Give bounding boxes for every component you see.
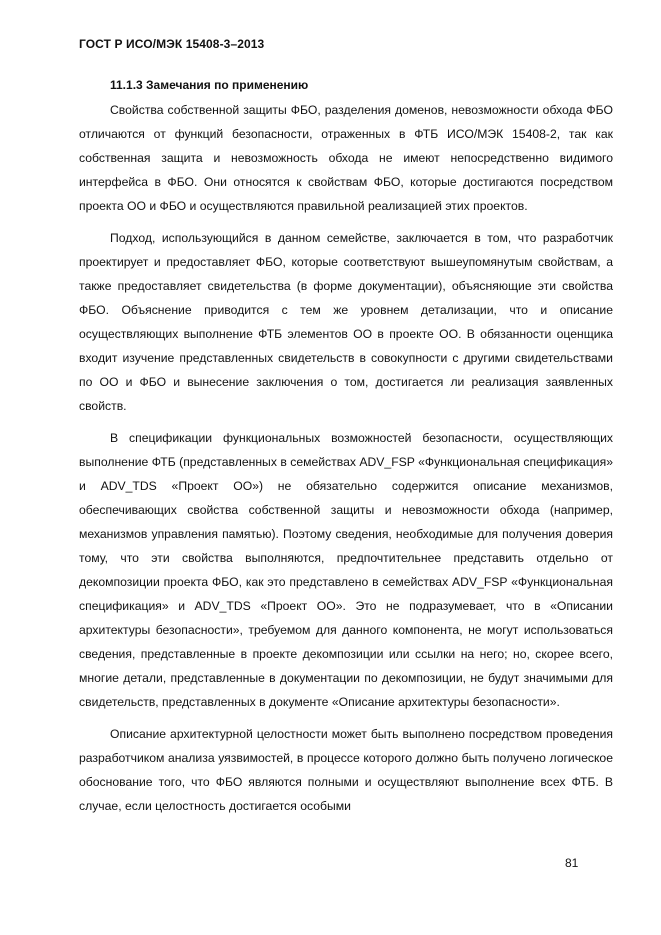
paragraph: В спецификации функциональных возможностей безопасности, осуществляющих выполнение ФТБ (представленных в семействах ADV_FSP «Функциональная спецификация» и ADV_TDS «Проект ОО») не обязательно содержится описание механизмов, обеспечивающих свойства собственной защиты и невозможности обхода (например, механизмов управления памятью). Поэтому сведения, необходимые для получения доверия тому, что эти свойства выполняются, предпочтительнее представить отдельно от декомпозиции проекта ФБО, как это представлено в семействах ADV_FSP «Функциональная спецификация» и ADV_TDS «Проект ОО». Это не подразумевает, что в «Описании архитектуры безопасности», требуемом для данного компонента, не могут использоваться сведения, представленные в проекте декомпозиции или ссылки на него; но, скорее всего, многие детали, представленные в документации по декомпозиции, не будут значимыми для свидетельств, представленных в документе «Описание архитектуры безопасности».	[79, 431, 613, 709]
page-number: 81	[565, 856, 579, 870]
paragraph: Описание архитектурной целостности может быть выполнено посредством проведения разработчиком анализа уязвимостей, в процессе которого должно быть получено логическое обоснование того, что ФБО являются полными и осуществляют выполнение всех ФТБ. В случае, если целостность достигается особыми	[79, 727, 613, 813]
paragraph: Свойства собственной защиты ФБО, разделения доменов, невозможности обхода ФБО отличаются от функций безопасности, отраженных в ФТБ ИСО/МЭК 15408-2, так как собственная защита и невозможность обхода не имеют непосредственно видимого интерфейса в ФБО. Они относятся к свойствам ФБО, которые достигаются посредством проекта ОО и ФБО и осуществляются правильной реализацией этих проектов.	[79, 103, 613, 213]
document-header: ГОСТ Р ИСО/МЭК 15408-3–2013	[79, 37, 265, 51]
section-heading: 11.1.3 Замечания по применению	[110, 78, 309, 92]
paragraph: Подход, использующийся в данном семействе, заключается в том, что разработчик проектирует и предоставляет ФБО, которые соответствуют вышеупомянутым свойствам, а также предоставляет свидетельства (в форме документации), объясняющие эти свойства ФБО. Объяснение приводится с тем же уровнем детализации, что и описание осуществляющих выполнение ФТБ элементов ОО в проекте ОО. В обязанности оценщика входит изучение представленных свидетельств в совокупности с другими свидетельствами по ОО и ФБО и вынесение заключения о том, достигается ли реализация заявленных свойств.	[79, 231, 613, 413]
body-text	[79, 98, 613, 826]
